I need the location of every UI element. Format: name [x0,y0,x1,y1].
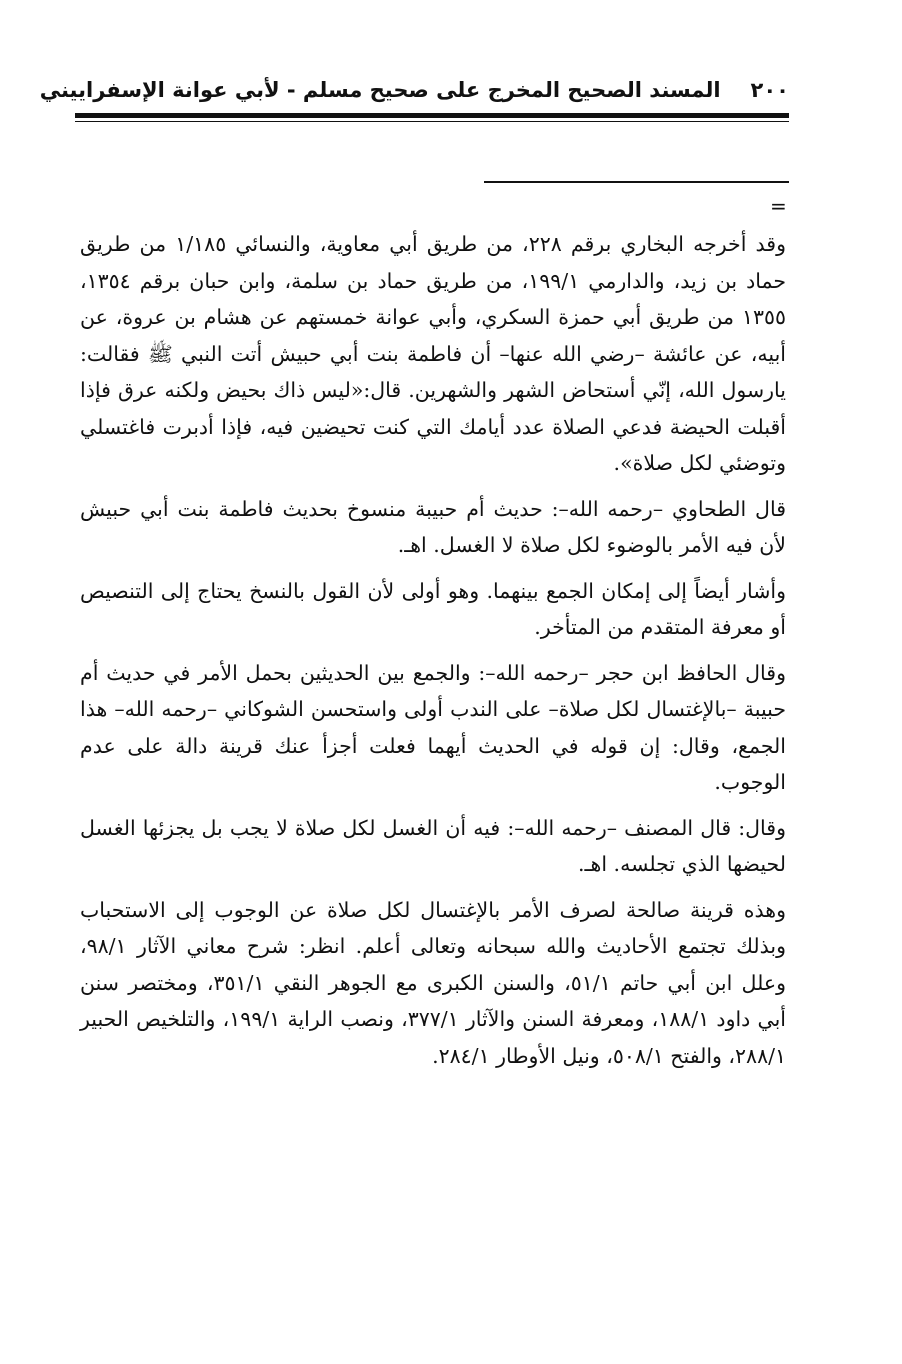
footnote-separator [484,181,789,183]
footnote-paragraph-3: وأشار أيضاً إلى إمكان الجمع بينهما. وهو أولى لأن القول بالنسخ يحتاج إلى التنصيص أو معرفة المتقدم من المتأخر. [80,578,786,639]
footnote-paragraph-4: وقال الحافظ ابن حجر –رحمه الله–: والجمع بين الحديثين بحمل الأمر في حديث أم حبيبة –بالإغتسال لكل صلاة– على الندب أولى واستحسن الشوكاني –رحمه الله– هذا الجمع، وقال: إن قوله في الحديث أيهما فعلت أجزأ عنك قرينة دالة على عدم الوجوب. [80,660,786,794]
footnote-paragraph-5: وقال: قال المصنف –رحمه الله–: فيه أن الغسل لكل صلاة لا يجب بل يجزئها الغسل لحيضها الذي تجلسه. اهـ. [80,815,786,876]
header-rule-thick [75,113,789,118]
footnote-paragraph-2: قال الطحاوي –رحمه الله–: حديث أم حبيبة منسوخ بحديث فاطمة بنت أبي حبيش لأن فيه الأمر بالوضوء لكل صلاة لا الغسل. اهـ. [80,496,786,557]
running-title: المسند الصحيح المخرج على صحيح مسلم - لأبي عوانة الإسفراييني [39,78,721,102]
page-header [39,70,789,110]
header-rule-thin [75,121,789,122]
footnote-paragraph-1: وقد أخرجه البخاري برقم ٢٢٨، من طريق أبي معاوية، والنسائي ١/١٨٥ من طريق حماد بن زيد، والدارمي ١٩٩/١، من طريق حماد بن سلمة، وابن حبان برقم ١٣٥٤، ١٣٥٥ من طريق أبي حمزة السكري، وأبي عوانة خمستهم عن هشام بن عروة، عن أبيه، عن عائشة –رضي الله عنها– أن فاطمة بنت أبي حبيش أتت النبي ﷺ فقالت: يارسول الله، إنّي أستحاض الشهر والشهرين. قال:«ليس ذاك بحيض ولكنه عرق فإذا أقبلت الحيضة فدعي الصلاة عدد أيامك التي كنت تحيضين فيه، فإذا أدبرت فاغتسلي وتوضئي لكل صلاة». [80,232,787,475]
page-number: ٢٠٠ [750,78,789,102]
footnote-paragraph-6: وهذه قرينة صالحة لصرف الأمر بالإغتسال لكل صلاة عن الوجوب إلى الاستحباب وبذلك تجتمع الأحاديث والله سبحانه وتعالى أعلم. انظر: شرح معاني الآثار ٩٨/١، وعلل ابن أبي حاتم ٥١/١، والسنن الكبرى مع الجوهر النقي ٣٥١/١، ومختصر سنن أبي داود ١٨٨/١، ومعرفة السنن والآثار ٣٧٧/١، ونصب الراية ١٩٩/١، والتلخيص الحبير ٢٨٨/١، والفتح ٥٠٨/١، ونيل الأوطار ٢٨٤/١. [80,897,787,1068]
footnote-body [80,226,786,1083]
continuation-mark: = [770,194,787,218]
